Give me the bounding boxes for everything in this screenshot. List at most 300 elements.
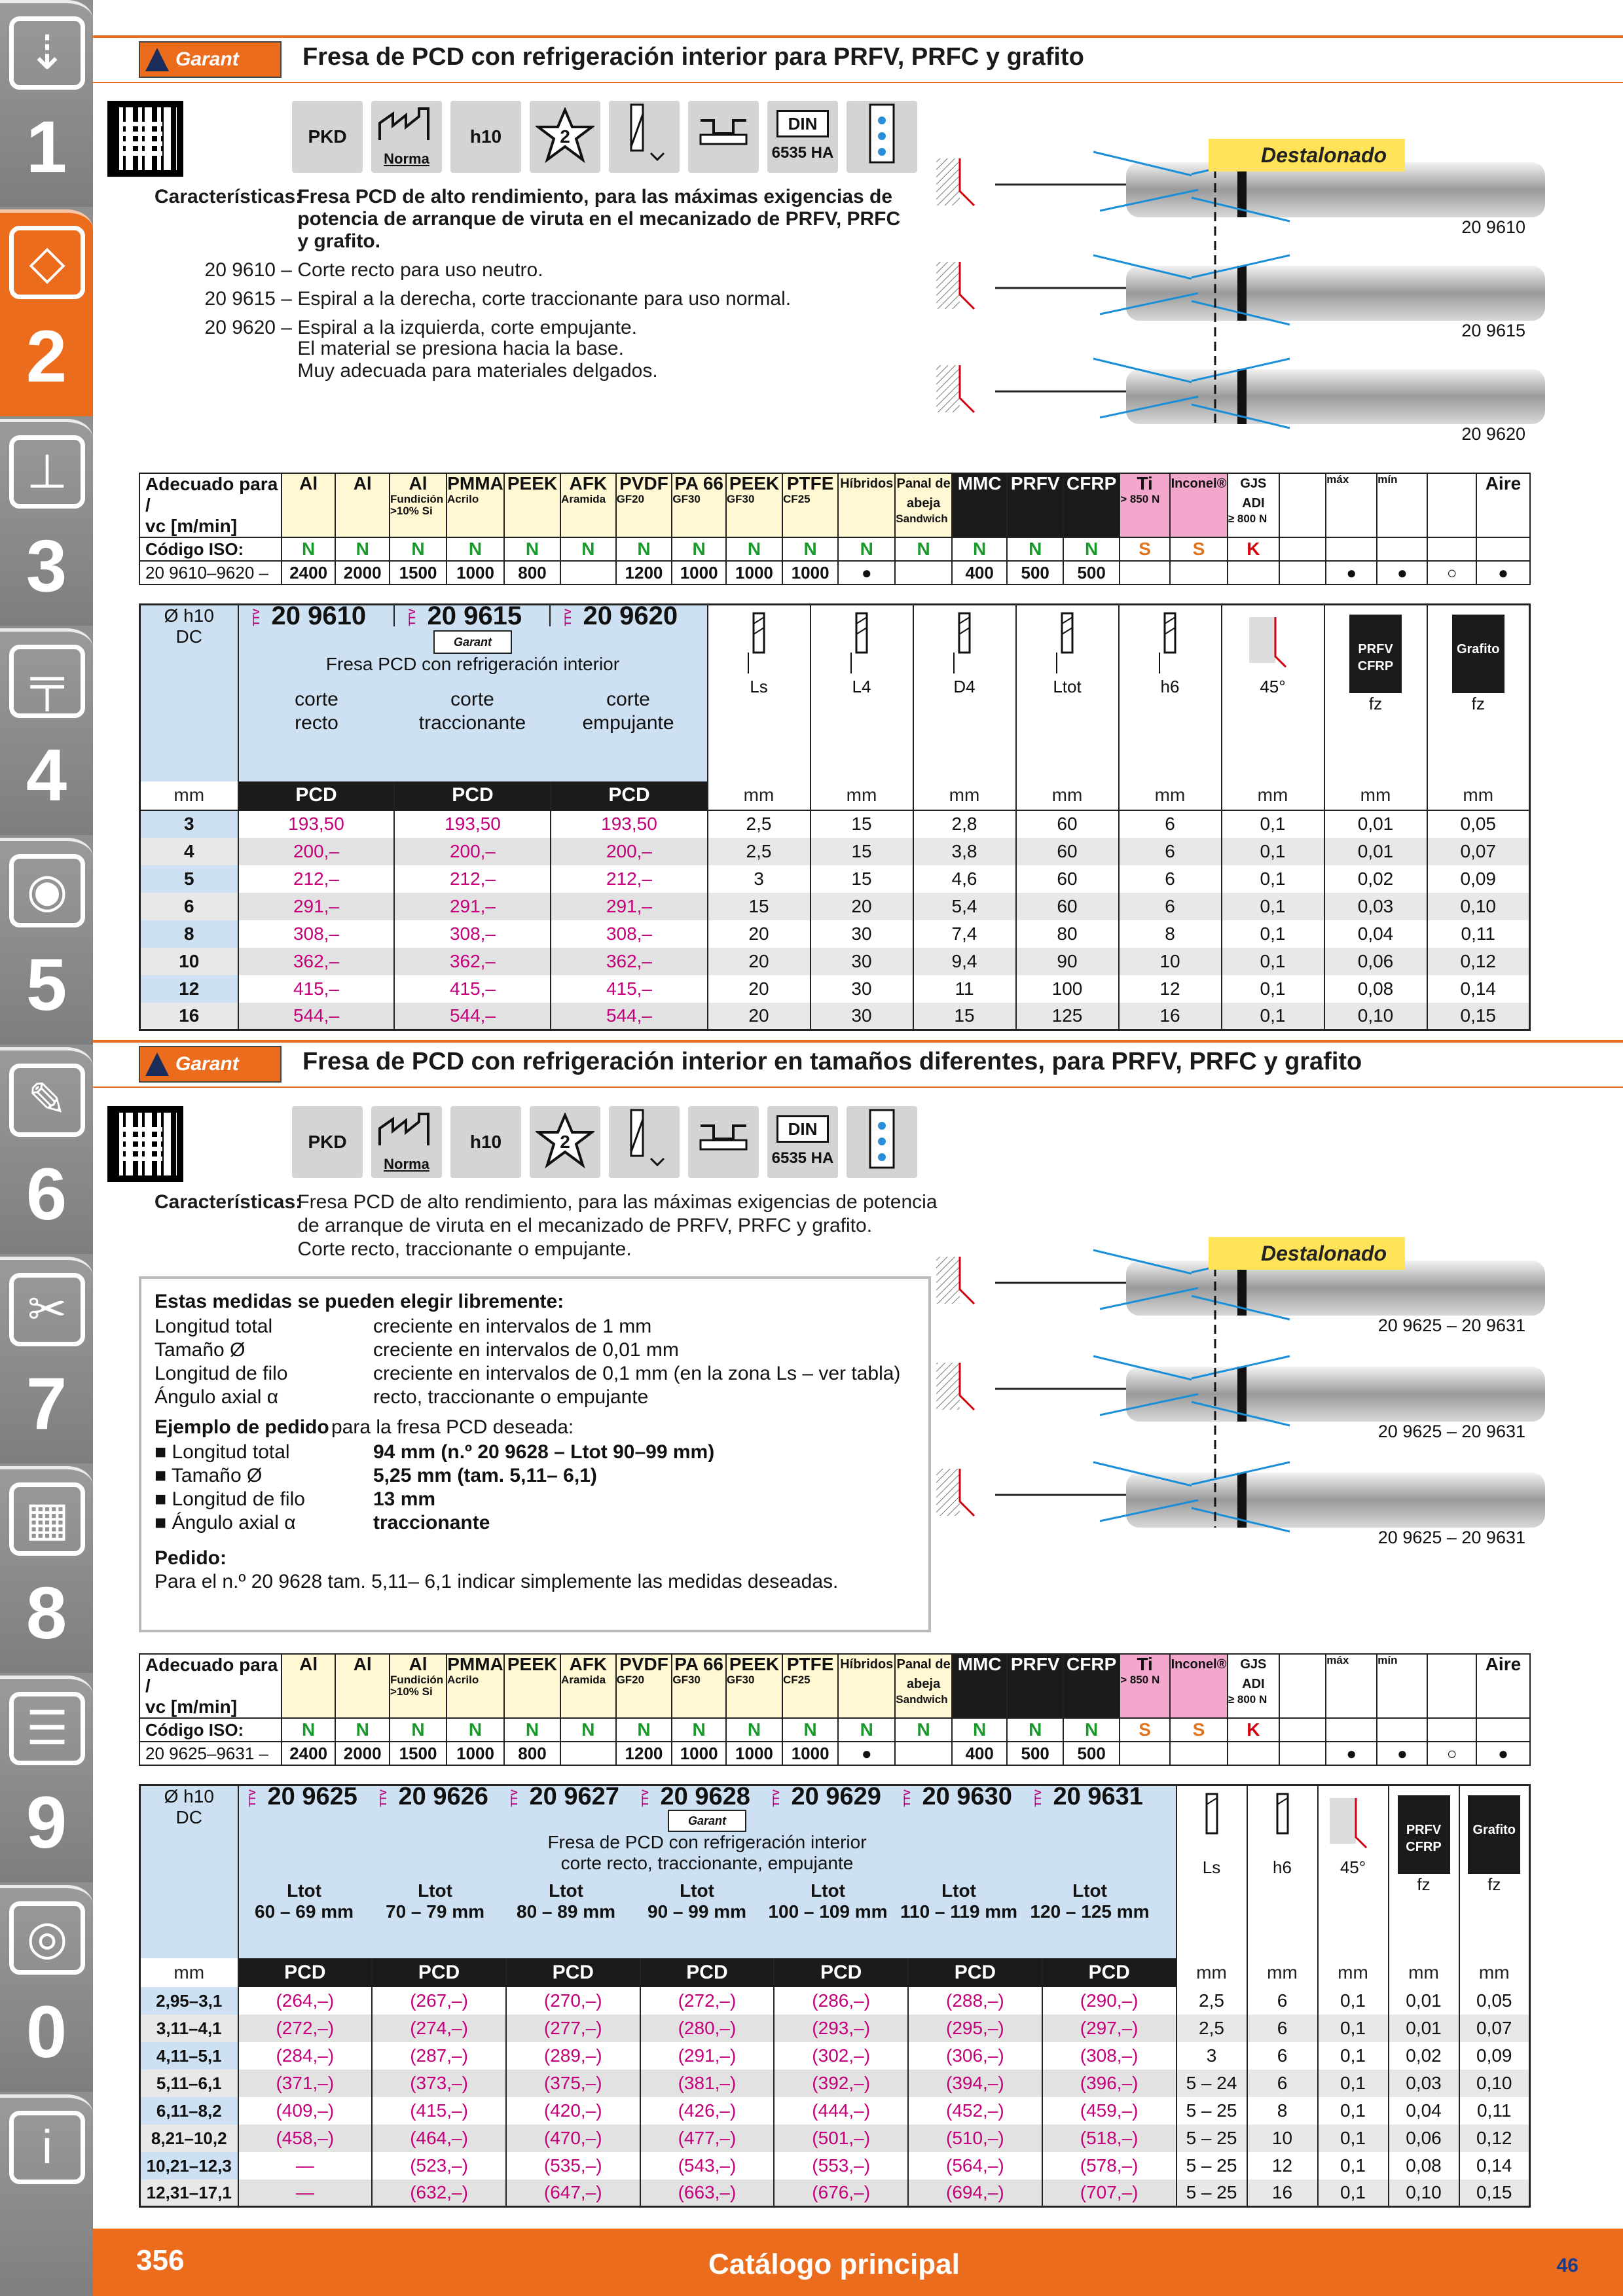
- feature-text: El material se presiona hacia la base.: [297, 338, 624, 359]
- helix-symbol-icon: [609, 101, 680, 173]
- dimension-value: 2,5: [708, 838, 811, 865]
- iso-code: N: [952, 1718, 1007, 1742]
- material-col: [895, 473, 952, 537]
- dimension-value: 0,1: [1318, 2152, 1389, 2179]
- vc-value: 400: [952, 1742, 1007, 1765]
- din-label: DIN: [776, 1115, 829, 1143]
- dimension-value: 11: [913, 975, 1016, 1003]
- iso-code: N: [1063, 537, 1120, 561]
- price-value: 193,50: [551, 810, 707, 838]
- chapter-tab-6[interactable]: [0, 1047, 93, 1254]
- material-table: [139, 473, 1531, 585]
- price-value: (270,–): [506, 1987, 640, 2015]
- info-icon: i: [9, 2111, 85, 2184]
- vc-value: 1000: [447, 1742, 504, 1765]
- order-text: Para el n.º 20 9628 tam. 5,11– 6,1 indicar simplemente las medidas deseadas.: [155, 1571, 839, 1592]
- material-sub: GF30: [726, 1674, 755, 1686]
- material-table: [139, 1653, 1531, 1766]
- price-value: (392,–): [774, 2070, 908, 2097]
- price-value: 308,–: [394, 920, 551, 948]
- vc-value: 1000: [447, 561, 504, 584]
- dimension-value: 0,1: [1222, 838, 1324, 865]
- table-row: [140, 2097, 1530, 2125]
- dimension-value: 0,11: [1459, 2097, 1530, 2125]
- table-row: [140, 948, 1530, 975]
- price-value: 200,–: [394, 838, 551, 865]
- vc-value: 1000: [672, 561, 726, 584]
- helix-symbol-icon: [609, 1106, 680, 1178]
- table-row: [140, 810, 1530, 838]
- material-name: PEEK: [507, 473, 558, 493]
- price-value: 362,–: [394, 948, 551, 975]
- garant-logo: Garant: [139, 1046, 282, 1083]
- material-name: PA 66: [674, 473, 723, 493]
- iso-code: N: [560, 537, 616, 561]
- vc-value: ●: [1377, 561, 1427, 584]
- table-row: [140, 865, 1530, 893]
- price-value: (371,–): [238, 2070, 373, 2097]
- dimension-head: [1119, 605, 1222, 781]
- dimension-value: 0,08: [1389, 2152, 1459, 2179]
- material-col: [1170, 1654, 1228, 1718]
- pcd-label: PCD: [506, 1958, 640, 1987]
- material-col: [952, 473, 1007, 537]
- article-number: TTV 20 9627: [508, 1783, 619, 1810]
- feature-lead: 20 9620 –: [204, 317, 292, 338]
- dimension-value: 0,10: [1427, 893, 1530, 920]
- feature-text: de arranque de viruta en el mecanizado de PRFV, PRFC y grafito.: [297, 1215, 873, 1236]
- header-rule: [93, 35, 1623, 38]
- dimension-head: [1176, 1785, 1247, 1958]
- pkd-symbol-label: PKD: [308, 126, 347, 147]
- price-value: (632,–): [372, 2179, 506, 2207]
- iso-code: N: [838, 1718, 895, 1742]
- dimension-value: 12: [1247, 2152, 1318, 2179]
- table-row: [140, 838, 1530, 865]
- dimension-value: 0,04: [1389, 2097, 1459, 2125]
- dimension-value: 0,1: [1318, 1987, 1389, 2015]
- dimension-value: 16: [1247, 2179, 1318, 2207]
- material-name: Ti: [1137, 1654, 1153, 1674]
- iso-code: [1326, 537, 1377, 561]
- iso-code: [1279, 1718, 1326, 1742]
- page-number: 356: [136, 2244, 185, 2276]
- pcd-label: PCD: [908, 1958, 1042, 1987]
- feature-lead: 20 9615 –: [204, 288, 292, 310]
- vc-value: 500: [1007, 1742, 1063, 1765]
- dimension-value: 15: [913, 1003, 1016, 1030]
- dimension-value: 5 – 25: [1176, 2179, 1247, 2207]
- page-footer: [93, 2229, 1623, 2296]
- chapter-number: 7: [26, 1363, 67, 1444]
- price-value: (501,–): [774, 2125, 908, 2152]
- chapter-tab-3[interactable]: [0, 419, 93, 626]
- chapter-tab-8[interactable]: [0, 1466, 93, 1673]
- vc-value: 400: [952, 561, 1007, 584]
- suitability-head: [139, 1654, 282, 1718]
- dimension-value: 0,1: [1222, 893, 1324, 920]
- header-rule-bottom: [93, 82, 1623, 83]
- material-col: [1326, 1654, 1377, 1718]
- dimension-value: 20: [708, 1003, 811, 1030]
- chapter-number: 6: [26, 1153, 67, 1235]
- feature-text: Corte recto, traccionante o empujante.: [297, 1238, 632, 1260]
- material-name: MMC: [957, 1654, 1002, 1674]
- dimension-value: 10: [1247, 2125, 1318, 2152]
- iso-code: N: [616, 537, 672, 561]
- price-value: (564,–): [908, 2152, 1042, 2179]
- price-value: (272,–): [640, 1987, 775, 2015]
- norm-label: Norma: [384, 1156, 429, 1172]
- article-number: TTV 20 9610: [239, 605, 395, 626]
- price-value: (288,–): [908, 1987, 1042, 2015]
- chapter-tab-0[interactable]: [0, 1885, 93, 2092]
- material-name: Híbridos: [840, 1657, 894, 1672]
- dimension-value: 60: [1016, 893, 1119, 920]
- dimension-label: 45°: [1260, 677, 1286, 696]
- diameter-range: 6,11–8,2: [140, 2097, 238, 2125]
- dimension-head: [1222, 605, 1324, 781]
- price-value: (510,–): [908, 2125, 1042, 2152]
- price-value: (647,–): [506, 2179, 640, 2207]
- unit: mm: [1016, 781, 1119, 810]
- iso-code: N: [726, 1718, 782, 1742]
- material-col: [1427, 1654, 1476, 1718]
- iso-code: [1326, 1718, 1377, 1742]
- dimension-value: 0,01: [1324, 810, 1427, 838]
- material-col: [447, 473, 504, 537]
- ltot-range: Ltot 70 – 79 mm: [386, 1880, 484, 1922]
- vc-value: [1279, 561, 1326, 584]
- pcd-label: PCD: [774, 1958, 908, 1987]
- material-col: [1427, 473, 1476, 537]
- part-code: 20 9620: [1461, 424, 1525, 444]
- diameter-value: 3: [140, 810, 238, 838]
- qr-code: [107, 101, 183, 177]
- dimension-value: 0,14: [1427, 975, 1530, 1003]
- material-sub: CF25: [783, 493, 811, 505]
- price-value: (308,–): [1042, 2042, 1176, 2070]
- iso-code: [1377, 537, 1427, 561]
- material-sub: ≥ 800 N: [1228, 512, 1267, 525]
- material-col: [1120, 473, 1170, 537]
- material-name: MMC: [957, 473, 1002, 493]
- material-col: [838, 1654, 895, 1718]
- material-name: PVDF: [619, 473, 668, 493]
- feature-lead: Características:: [155, 186, 302, 207]
- dimension-value: 0,03: [1324, 893, 1427, 920]
- unit: mm: [1119, 781, 1222, 810]
- vc-value: 800: [504, 561, 560, 584]
- material-col: [952, 1654, 1007, 1718]
- table-row: [140, 2042, 1530, 2070]
- diameter-value: 16: [140, 1003, 238, 1030]
- chapter-tab-4[interactable]: [0, 628, 93, 835]
- chapter-tab-5[interactable]: [0, 838, 93, 1045]
- caliper-icon: ╤: [9, 645, 85, 718]
- dimension-value: 30: [811, 948, 913, 975]
- norm-symbol: [371, 1106, 442, 1178]
- dimension-value: 2,5: [1176, 1987, 1247, 2015]
- price-value: (459,–): [1042, 2097, 1176, 2125]
- article-number: TTV 20 9625: [246, 1783, 357, 1810]
- feature-line: [155, 186, 892, 208]
- dimension-value: 0,1: [1222, 810, 1324, 838]
- material-col: [726, 473, 782, 537]
- cut-type: corte recto: [295, 689, 338, 734]
- material-name: PEEK: [729, 1654, 780, 1674]
- iso-code: N: [895, 1718, 952, 1742]
- material-sub: Fundición >10% Si: [390, 1674, 444, 1698]
- dimension-value: 15: [811, 838, 913, 865]
- price-value: (290,–): [1042, 1987, 1176, 2015]
- vc-value: 1000: [782, 1742, 838, 1765]
- dimension-value: 20: [708, 948, 811, 975]
- price-value: (458,–): [238, 2125, 373, 2152]
- dimension-value: 0,1: [1318, 2179, 1389, 2207]
- iso-code: K: [1228, 1718, 1279, 1742]
- material-name: GJS ADI: [1240, 1657, 1267, 1691]
- dimension-value: 0,1: [1318, 2015, 1389, 2042]
- dimension-value: 0,15: [1427, 1003, 1530, 1030]
- price-value: (289,–): [506, 2042, 640, 2070]
- diameter-range: 10,21–12,3: [140, 2152, 238, 2179]
- iso-code: S: [1120, 1718, 1170, 1742]
- material-sub: > 850 N: [1120, 1674, 1160, 1686]
- vc-value: [560, 1742, 616, 1765]
- material-name: PEEK: [507, 1654, 558, 1674]
- price-value: 200,–: [551, 838, 707, 865]
- feature-line: [155, 208, 900, 230]
- unit: mm: [708, 781, 811, 810]
- material-name: CFRP: [1067, 1654, 1117, 1674]
- diameter-value: 8: [140, 920, 238, 948]
- chapter-number: 1: [26, 106, 67, 188]
- vc-value: 1200: [616, 1742, 672, 1765]
- dimension-value: 9,4: [913, 948, 1016, 975]
- material-sub: Sandwich: [896, 1693, 948, 1706]
- material-name: GJS ADI: [1240, 476, 1267, 511]
- unit: mm: [1459, 1958, 1530, 1987]
- table-row: [140, 2179, 1530, 2207]
- price-value: 308,–: [238, 920, 395, 948]
- dimension-value: 0,1: [1318, 2125, 1389, 2152]
- diameter-label: Ø h10: [164, 1786, 214, 1806]
- feature-line: [155, 288, 791, 310]
- dimension-head: [708, 605, 811, 781]
- dimension-head: [1016, 605, 1119, 781]
- tolerance-symbol-label: h10: [469, 126, 502, 147]
- material-col: [616, 1654, 672, 1718]
- material-col: [1377, 1654, 1427, 1718]
- vc-value: [1170, 561, 1228, 584]
- material-name: PMMA: [447, 1654, 503, 1674]
- diameter-range: 5,11–6,1: [140, 2070, 238, 2097]
- material-col: [782, 1654, 838, 1718]
- dimension-value: 6: [1119, 810, 1222, 838]
- price-value: (302,–): [774, 2042, 908, 2070]
- cut-type: corte traccionante: [418, 689, 526, 734]
- price-value: (287,–): [372, 2042, 506, 2070]
- example-sub: para la fresa PCD deseada:: [331, 1416, 574, 1438]
- material-col: [1063, 473, 1120, 537]
- chapter-number: 8: [26, 1572, 67, 1654]
- material-name: PVDF: [619, 1654, 668, 1674]
- dimension-label: D4: [953, 677, 976, 696]
- material-sub: CF25: [783, 1674, 811, 1686]
- box-row-value: creciente en intervalos de 0,1 mm (en la zona Ls – ver tabla): [373, 1363, 901, 1384]
- dimension-value: 6: [1119, 893, 1222, 920]
- price-value: (264,–): [238, 1987, 373, 2015]
- dimension-label: h6: [1273, 1857, 1292, 1877]
- price-value: 308,–: [551, 920, 707, 948]
- dimension-head: [1427, 605, 1530, 781]
- dimension-value: 0,14: [1459, 2152, 1530, 2179]
- order-title: Pedido:: [155, 1547, 227, 1569]
- flutes-count: 2: [560, 126, 570, 147]
- example-value: traccionante: [373, 1512, 490, 1534]
- vc-value: ●: [838, 1742, 895, 1765]
- dimension-value: 0,02: [1389, 2042, 1459, 2070]
- diameter-value: 6: [140, 893, 238, 920]
- dimension-value: 6: [1119, 838, 1222, 865]
- price-value: (663,–): [640, 2179, 775, 2207]
- dimension-value: 3: [708, 865, 811, 893]
- iso-code: N: [447, 537, 504, 561]
- dimension-value: 0,15: [1459, 2179, 1530, 2207]
- garant-mini-logo: Garant: [433, 630, 512, 654]
- material-col: [1063, 1654, 1120, 1718]
- iso-code: N: [335, 537, 390, 561]
- dimension-head: [913, 605, 1016, 781]
- price-value: (518,–): [1042, 2125, 1176, 2152]
- material-col: [782, 473, 838, 537]
- dimension-value: 2,5: [708, 810, 811, 838]
- diameter-value: 4: [140, 838, 238, 865]
- flutes-count: 2: [560, 1132, 570, 1152]
- article-number: TTV 20 9628: [639, 1783, 750, 1810]
- price-value: (477,–): [640, 2125, 775, 2152]
- feature-line: [155, 317, 637, 339]
- material-sub: mín: [1377, 473, 1398, 486]
- iso-code: N: [504, 1718, 560, 1742]
- ltot-range: Ltot 60 – 69 mm: [255, 1880, 354, 1922]
- price-value: (306,–): [908, 2042, 1042, 2070]
- chapter-tab-7[interactable]: [0, 1257, 93, 1463]
- material-name: Híbridos: [840, 476, 894, 491]
- material-col: [504, 473, 560, 537]
- dimension-value: 0,08: [1324, 975, 1427, 1003]
- iso-code: N: [504, 537, 560, 561]
- dimension-value: 0,1: [1318, 2070, 1389, 2097]
- unit: mm: [1389, 1958, 1459, 1987]
- unit: mm: [1427, 781, 1530, 810]
- article-head: [238, 601, 708, 781]
- chapter-tab-9[interactable]: [0, 1676, 93, 1882]
- dimension-value: 0,12: [1459, 2125, 1530, 2152]
- relief-label: Destalonado: [1209, 139, 1405, 171]
- chapter-tab-2[interactable]: [0, 209, 93, 416]
- vc-value: 1000: [726, 1742, 782, 1765]
- material-col: [282, 1654, 336, 1718]
- dimension-value: 0,11: [1427, 920, 1530, 948]
- chapter-tab-1[interactable]: [0, 0, 93, 207]
- iso-code: N: [672, 537, 726, 561]
- vc-value: 1000: [782, 561, 838, 584]
- price-value: 291,–: [238, 893, 395, 920]
- material-sub: GF30: [672, 1674, 701, 1686]
- vc-value: ●: [1326, 561, 1377, 584]
- pliers-icon: ✂: [9, 1273, 85, 1346]
- vc-value: 2400: [282, 1742, 336, 1765]
- vc-value: [1170, 1742, 1228, 1765]
- price-value: (394,–): [908, 2070, 1042, 2097]
- dimension-value: 0,1: [1222, 865, 1324, 893]
- iso-code: K: [1228, 537, 1279, 561]
- chapter-tab-bar: [0, 0, 93, 2296]
- material-sub: GF20: [616, 1674, 645, 1686]
- part-code: 20 9625 – 20 9631: [1377, 1422, 1525, 1441]
- diameter-sub: DC: [175, 1807, 202, 1827]
- price-value: 415,–: [238, 975, 395, 1003]
- price-value: (452,–): [908, 2097, 1042, 2125]
- product-table: [139, 1784, 1531, 2208]
- iso-code: N: [952, 537, 1007, 561]
- material-name: Inconel®: [1171, 476, 1227, 491]
- feature-text: Espiral a la derecha, corte traccionante para uso normal.: [297, 288, 792, 310]
- vc-value: 500: [1063, 1742, 1120, 1765]
- iso-code: N: [838, 537, 895, 561]
- pcd-label: PCD: [551, 781, 707, 810]
- material-name: Al: [409, 1654, 428, 1674]
- dimension-value: 6: [1119, 865, 1222, 893]
- dimension-value: 0,04: [1324, 920, 1427, 948]
- chapter-tab-info[interactable]: [0, 2094, 93, 2296]
- vc-value: 1000: [726, 561, 782, 584]
- custom-size-box: [139, 1276, 931, 1632]
- dimension-value: 3: [1176, 2042, 1247, 2070]
- price-value: 193,50: [238, 810, 395, 838]
- milling-insert-icon: ◇: [9, 226, 85, 299]
- coolant-symbol-icon: [847, 101, 917, 173]
- flutes-symbol: [530, 101, 600, 173]
- feature-lead: 20 9610 –: [204, 259, 292, 281]
- pkd-symbol: [292, 1106, 363, 1178]
- norm-label: Norma: [384, 151, 429, 167]
- article-number: TTV 20 9620: [562, 601, 678, 630]
- vc-label: vc [m/min]: [145, 1696, 238, 1717]
- dimension-value: 0,09: [1427, 865, 1530, 893]
- drill-icon: ⇣: [9, 16, 85, 90]
- suitability-label: Adecuado para /: [145, 1655, 278, 1696]
- article-number: TTV 20 9615: [395, 605, 551, 626]
- vc-label: vc [m/min]: [145, 516, 238, 536]
- ltot-range: Ltot 90 – 99 mm: [647, 1880, 746, 1922]
- part-code: 20 9615: [1461, 321, 1525, 340]
- material-name: Inconel®: [1171, 1657, 1227, 1672]
- feature-text: Espiral a la izquierda, corte empujante.: [297, 317, 637, 338]
- dimension-value: 0,07: [1427, 838, 1530, 865]
- unit: mm: [1222, 781, 1324, 810]
- box-row-label: Ángulo axial α: [155, 1386, 279, 1408]
- material-name: Al: [409, 473, 428, 493]
- din-symbol: [767, 101, 838, 173]
- coolant-symbol-icon: [847, 1106, 917, 1178]
- box-row-value: creciente en intervalos de 0,01 mm: [373, 1339, 679, 1361]
- dimension-value: 60: [1016, 838, 1119, 865]
- dimension-value: 125: [1016, 1003, 1119, 1030]
- example-value: 94 mm (n.º 20 9628 – Ltot 90–99 mm): [373, 1441, 715, 1463]
